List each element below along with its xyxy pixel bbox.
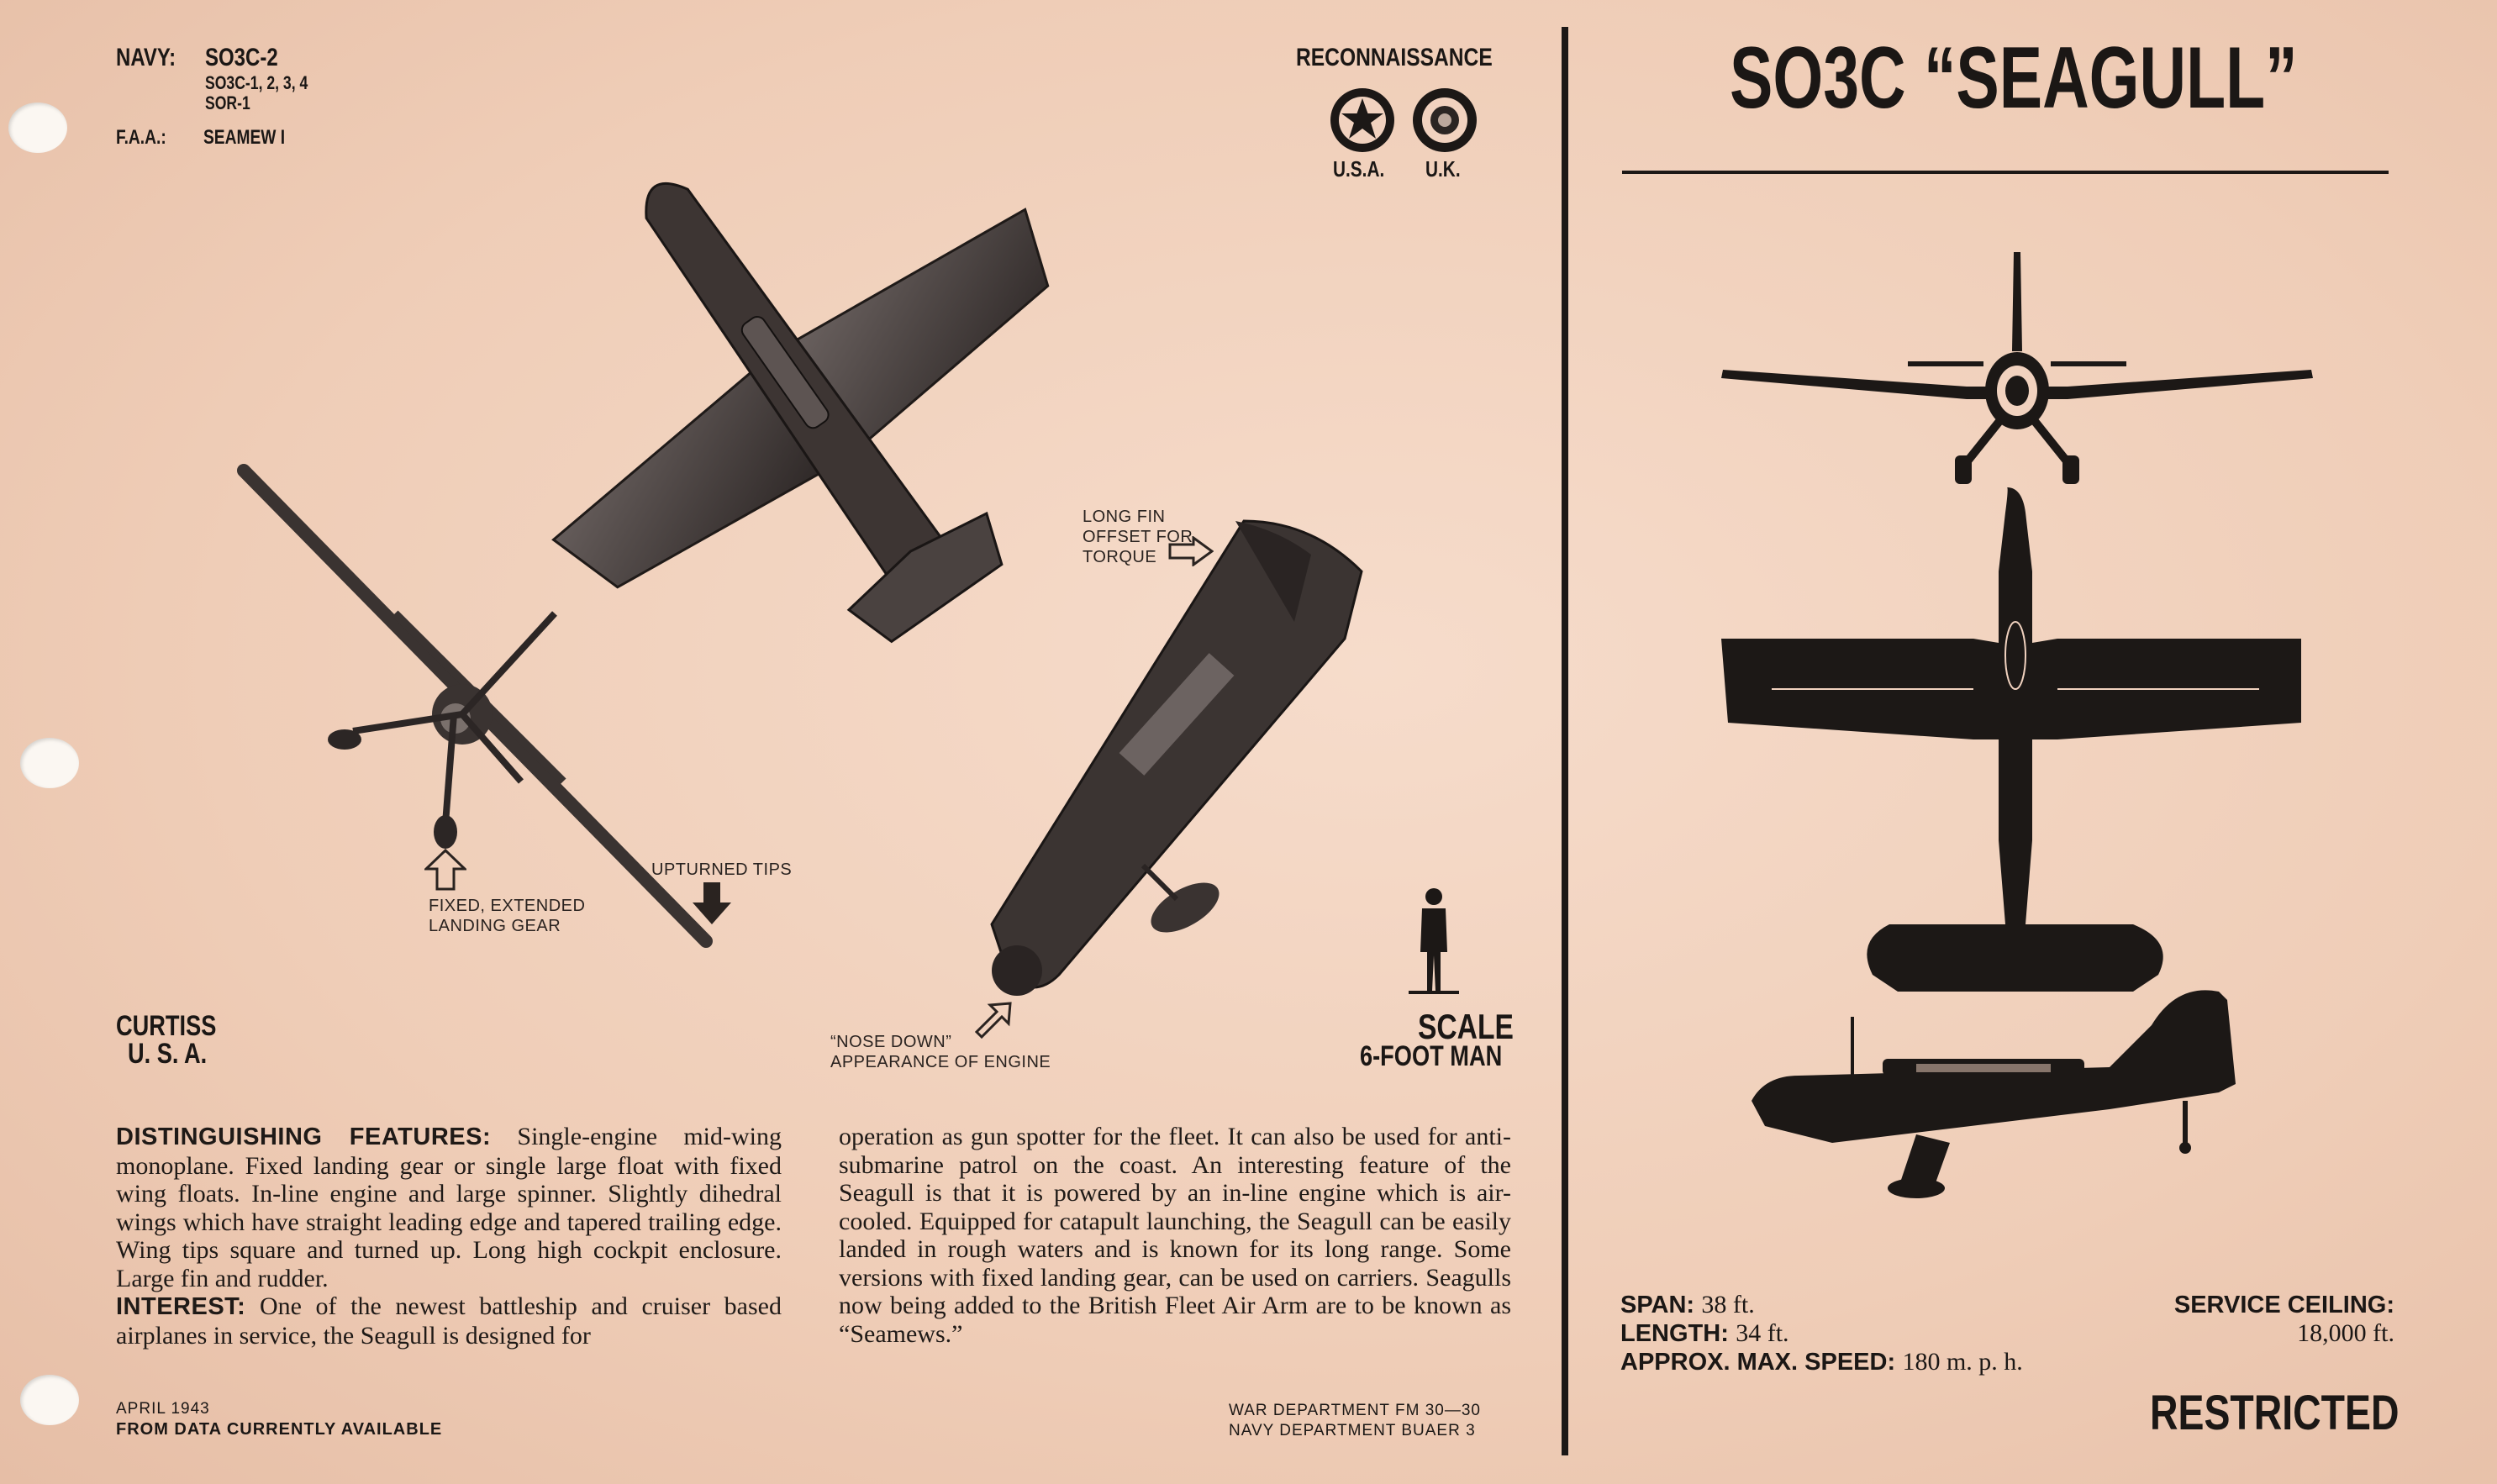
silhouette-plan-view xyxy=(1721,487,2310,1008)
spec-span-label: SPAN: xyxy=(1620,1292,1695,1318)
manufacturer: CURTISS U. S. A. xyxy=(116,1010,217,1070)
navy-designation: SO3C-2 xyxy=(205,44,278,71)
footer-navy-dept: NAVY DEPARTMENT BUAER 3 xyxy=(1229,1422,1476,1439)
title-rule xyxy=(1622,171,2389,174)
footer-war-dept: WAR DEPARTMENT FM 30—30 xyxy=(1229,1402,1481,1419)
aircraft-diving-illustration xyxy=(958,504,1395,1008)
footer-source: FROM DATA CURRENTLY AVAILABLE xyxy=(116,1420,443,1439)
spec-length xyxy=(1620,1319,1789,1348)
spec-length-value: 34 ft. xyxy=(1736,1319,1789,1347)
spec-span-value: 38 ft. xyxy=(1701,1291,1755,1318)
designation-block xyxy=(116,44,308,149)
footer-date: APRIL 1943 xyxy=(116,1400,210,1418)
uk-label: U.K. xyxy=(1425,156,1461,182)
callout-landing-gear: FIXED, EXTENDED LANDING GEAR xyxy=(429,897,586,935)
arrow-down-icon xyxy=(691,881,733,926)
scale-label: SCALE 6-FOOT MAN xyxy=(1360,1007,1515,1072)
spec-ceiling-label: SERVICE CEILING: xyxy=(2173,1292,2394,1318)
binder-hole-middle xyxy=(20,738,79,788)
faa-label: F.A.A.: xyxy=(116,126,166,149)
faa-value: SEAMEW I xyxy=(203,126,286,149)
spec-ceiling xyxy=(2174,1291,2394,1348)
navy-variants: SO3C-1, 2, 3, 4 xyxy=(205,72,308,93)
aircraft-head-on-illustration xyxy=(235,462,740,966)
interest-text: One of the newest battleship and cruiser based airplanes in service, the Seagull is designed for xyxy=(116,1292,782,1350)
features-column-2: operation as gun spotter for the fleet. It can also be used for anti-submarine patrol on the coast. An interesting feature of the Seagull is that it is powered by an in-line engine which is air-cooled. Equipped for catapult launching, the Seagull can be easily landed in rough waters and is known for its long range. Some versions with fixed landing gear, can be used on carriers. Seagulls now being added to the British Fleet Air Arm are to be known as “Seamews.” xyxy=(839,1123,1511,1348)
category-label: RECONNAISSANCE xyxy=(1296,44,1493,71)
binder-hole-top xyxy=(8,103,67,153)
binder-hole-bottom xyxy=(20,1375,79,1425)
features-heading: DISTINGUISHING FEATURES: xyxy=(116,1124,492,1150)
spec-length-label: LENGTH: xyxy=(1620,1320,1729,1347)
spec-speed-value: 180 m. p. h. xyxy=(1902,1348,2023,1376)
column-divider xyxy=(1562,27,1568,1455)
spec-speed xyxy=(1620,1348,2023,1376)
navy-sor: SOR-1 xyxy=(205,92,250,113)
page-title: SO3C “SEAGULL” xyxy=(1730,29,2298,127)
features-text: Single-engine mid-wing monoplane. Fixed landing gear or single large float with fixed wing floats. In-line engine and large spinner. Slightly dihedral wings which have straight leading edge and tapered trailing edge. Wing tips square and turned up. Long high cockpit enclosure. Large fin and rudder. xyxy=(116,1123,782,1292)
callout-long-fin: LONG FIN OFFSET FOR TORQUE xyxy=(1083,508,1193,566)
silhouette-front-view xyxy=(1715,244,2320,496)
arrow-right-icon xyxy=(1168,536,1214,566)
arrow-up-icon xyxy=(424,849,466,891)
interest-heading: INTEREST: xyxy=(116,1293,246,1320)
restricted-stamp: RESTRICTED xyxy=(2150,1386,2400,1440)
spec-ceiling-value: 18,000 ft. xyxy=(2297,1319,2394,1347)
callout-upturned-tips: UPTURNED TIPS xyxy=(651,860,793,879)
uk-roundel-icon xyxy=(1412,87,1478,153)
usa-roundel-icon xyxy=(1330,87,1395,153)
features-column-1 xyxy=(116,1123,782,1350)
silhouette-side-view xyxy=(1748,983,2252,1218)
callout-nose-down: “NOSE DOWN” APPEARANCE OF ENGINE xyxy=(830,1033,1051,1071)
scale-man-icon xyxy=(1409,887,1459,996)
spec-speed-label: APPROX. MAX. SPEED: xyxy=(1620,1349,1896,1376)
spec-span xyxy=(1620,1291,1755,1319)
navy-label: NAVY: xyxy=(116,44,176,71)
usa-label: U.S.A. xyxy=(1333,156,1385,182)
